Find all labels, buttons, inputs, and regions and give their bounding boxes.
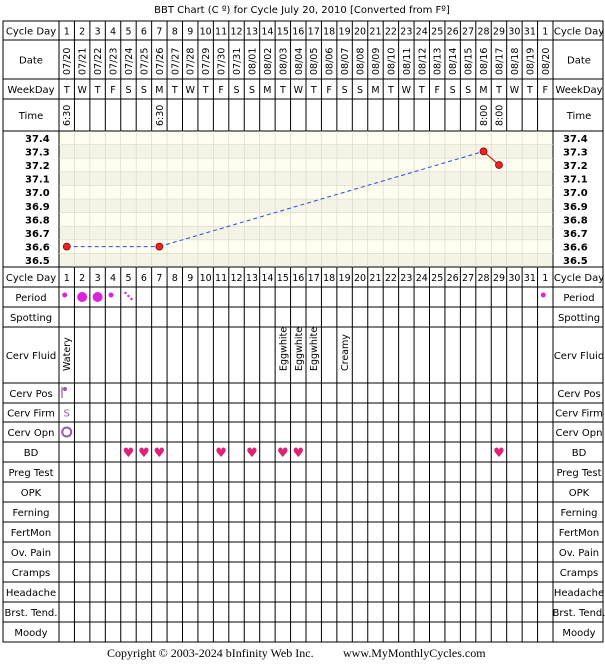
bbt-point xyxy=(480,148,487,155)
weekday-cell: T xyxy=(526,85,533,96)
date-cell: 07/29 xyxy=(201,47,213,75)
weekday-cell: F xyxy=(326,85,332,96)
cycle-day-top: 20 xyxy=(353,26,367,38)
cycle-day-top: 4 xyxy=(110,26,117,38)
cycle-day-top: 2 xyxy=(79,26,86,38)
temp-tick-right: 37.0 xyxy=(563,188,588,200)
date-cell: 08/01 xyxy=(247,47,259,75)
cycle-day-bottom: 19 xyxy=(338,273,351,284)
weekday-cell: M xyxy=(155,85,164,96)
cerv-fluid-cell: Eggwhite xyxy=(278,326,290,371)
weekday-cell: W xyxy=(293,85,303,96)
chart-title: BBT Chart (C º) for Cycle July 20, 2010 [Converted from Fº] xyxy=(154,5,450,16)
row-label-right-ov_pain: Ov. Pain xyxy=(558,548,600,559)
period-light xyxy=(62,293,67,298)
row-label-right-cycle_day: Cycle Day xyxy=(553,26,605,38)
cycle-day-bottom: 10 xyxy=(199,273,212,284)
cycle-day-bottom: 23 xyxy=(400,273,413,284)
row-label-right-cerv_firm: Cerv Firm xyxy=(555,408,603,420)
period-spotting-dot xyxy=(124,292,126,294)
date-cell: 08/06 xyxy=(324,47,336,75)
weekday-cell: W xyxy=(77,85,87,96)
weekday-cell: T xyxy=(63,85,70,96)
bbt-point xyxy=(63,243,70,250)
row-label-left-weekday: WeekDay xyxy=(7,85,55,96)
row-label-left-fertmon: FertMon xyxy=(10,528,52,539)
temp-tick-left: 36.6 xyxy=(25,242,50,254)
footer-copyright: Copyright © 2003-2024 bInfinity Web Inc. xyxy=(107,646,314,660)
row-label-right-date: Date xyxy=(567,55,591,67)
row-label-left-cycle_day: Cycle Day xyxy=(5,273,57,284)
row-label-left-moody: Moody xyxy=(14,628,48,639)
temp-tick-right: 37.3 xyxy=(563,147,588,159)
period-light xyxy=(541,293,546,298)
bd-heart-icon: ♥ xyxy=(153,446,166,461)
weekday-cell: S xyxy=(341,85,348,96)
cerv-fluid-cell: Creamy xyxy=(340,334,352,371)
footer-site: www.MyMonthlyCycles.com xyxy=(343,646,486,660)
weekday-cell: T xyxy=(279,85,286,96)
cycle-day-bottom: 11 xyxy=(215,273,228,284)
temp-tick-right: 36.9 xyxy=(563,201,588,213)
cycle-day-top: 5 xyxy=(125,26,132,38)
row-label-left-ferning: Ferning xyxy=(12,508,50,519)
cycle-day-top: 8 xyxy=(171,26,178,38)
cycle-day-top: 26 xyxy=(446,26,459,38)
cycle-day-top: 30 xyxy=(508,26,521,38)
date-cell: 07/22 xyxy=(93,47,105,75)
cycle-day-top: 24 xyxy=(415,26,428,38)
cycle-day-bottom: 30 xyxy=(508,273,521,284)
cycle-day-bottom: 31 xyxy=(523,273,536,284)
bd-heart-icon: ♥ xyxy=(246,446,258,461)
weekday-cell: S xyxy=(125,85,132,96)
cycle-day-bottom: 29 xyxy=(492,273,506,284)
time-cell: 8:00 xyxy=(494,104,506,126)
cycle-day-top: 29 xyxy=(492,26,506,38)
row-label-right-cerv_fluid: Cerv Fluid xyxy=(553,351,605,362)
bd-heart-icon: ♥ xyxy=(277,446,289,461)
cerv-fluid-cell: Watery xyxy=(62,337,74,371)
cycle-day-bottom: 2 xyxy=(79,273,86,284)
date-cell: 07/28 xyxy=(185,47,197,75)
row-label-left-period: Period xyxy=(15,293,47,304)
date-cell: 07/26 xyxy=(154,47,166,75)
row-label-left-spotting: Spotting xyxy=(9,313,53,324)
row-label-right-cerv_pos: Cerv Pos xyxy=(557,389,601,400)
date-cell: 08/09 xyxy=(370,47,382,75)
bd-heart-icon: ♥ xyxy=(493,446,505,461)
cycle-day-top: 11 xyxy=(215,26,228,38)
cycle-day-bottom: 21 xyxy=(369,273,382,284)
cycle-day-top: 1 xyxy=(63,26,70,38)
row-label-right-time: Time xyxy=(566,111,592,122)
row-label-right-opk: OPK xyxy=(568,488,590,499)
cycle-day-bottom: 7 xyxy=(156,273,163,284)
bd-heart-icon: ♥ xyxy=(215,446,227,461)
date-cell: 08/14 xyxy=(448,47,460,75)
cycle-day-bottom: 17 xyxy=(307,273,320,284)
cycle-day-bottom: 26 xyxy=(446,273,459,284)
cycle-day-bottom: 18 xyxy=(323,273,336,284)
cycle-day-bottom: 5 xyxy=(125,273,132,284)
date-cell: 08/04 xyxy=(293,47,305,75)
time-cell: 6:30 xyxy=(154,104,166,126)
cycle-day-bottom: 27 xyxy=(462,273,475,284)
cycle-day-top: 16 xyxy=(292,26,305,38)
row-label-right-spotting: Spotting xyxy=(557,313,601,324)
date-cell: 07/31 xyxy=(232,47,244,75)
weekday-cell: T xyxy=(202,85,209,96)
temp-tick-left: 37.4 xyxy=(25,133,50,145)
date-cell: 08/19 xyxy=(525,47,537,75)
bd-heart-icon: ♥ xyxy=(138,446,150,461)
weekday-cell: T xyxy=(418,85,425,96)
cycle-day-top: 25 xyxy=(431,26,444,38)
cycle-day-bottom: 6 xyxy=(140,273,147,284)
period-light xyxy=(109,293,114,298)
weekday-cell: F xyxy=(110,85,116,96)
cycle-day-top: 13 xyxy=(245,26,259,38)
row-label-left-preg_test: Preg Test xyxy=(8,468,54,479)
cycle-day-bottom: 25 xyxy=(431,273,444,284)
cycle-day-bottom: 1 xyxy=(542,273,549,284)
cerv-pos-dot xyxy=(63,387,67,391)
cycle-day-top: 9 xyxy=(187,26,194,38)
cycle-day-top: 19 xyxy=(338,26,351,38)
date-cell: 08/02 xyxy=(262,47,274,75)
weekday-cell: M xyxy=(263,85,272,96)
row-label-left-cerv_opn: Cerv Opn xyxy=(7,428,55,439)
temp-tick-right: 37.4 xyxy=(563,133,588,145)
temp-tick-left: 36.5 xyxy=(25,256,50,268)
weekday-cell: W xyxy=(401,85,412,96)
row-label-right-brst_tend: Brst. Tend. xyxy=(552,608,605,619)
cycle-day-top: 14 xyxy=(261,26,274,38)
temp-tick-right: 36.5 xyxy=(563,256,588,268)
time-cell: 6:30 xyxy=(62,104,74,126)
row-label-right-bd: BD xyxy=(571,448,587,459)
temp-tick-left: 37.3 xyxy=(25,147,50,159)
cerv-fluid-cell: Eggwhite xyxy=(293,326,305,371)
cycle-day-bottom: 24 xyxy=(415,273,428,284)
date-cell: 08/16 xyxy=(479,47,491,75)
cycle-day-top: 6 xyxy=(140,26,147,38)
row-label-right-moody: Moody xyxy=(562,628,596,639)
cycle-day-bottom: 12 xyxy=(230,273,243,284)
row-label-left-brst_tend: Brst. Tend. xyxy=(4,608,58,619)
date-cell: 08/20 xyxy=(540,47,552,75)
period-heavy xyxy=(77,292,87,302)
cycle-day-top: 23 xyxy=(400,26,413,38)
cycle-day-top: 27 xyxy=(462,26,475,38)
row-label-right-cramps: Cramps xyxy=(559,568,599,579)
temp-tick-right: 37.2 xyxy=(563,161,588,172)
weekday-cell: S xyxy=(233,85,240,96)
weekday-cell: F xyxy=(434,85,440,96)
row-label-right-fertmon: FertMon xyxy=(558,528,600,539)
temp-tick-left: 37.1 xyxy=(25,174,50,186)
row-label-right-ferning: Ferning xyxy=(560,508,598,519)
temp-tick-left: 36.7 xyxy=(25,229,50,240)
cycle-day-top: 3 xyxy=(94,26,101,38)
cycle-day-bottom: 22 xyxy=(384,273,397,284)
row-label-left-cerv_fluid: Cerv Fluid xyxy=(5,351,57,362)
weekday-cell: S xyxy=(449,85,456,96)
temp-tick-right: 36.7 xyxy=(563,229,588,240)
cycle-day-bottom: 13 xyxy=(245,273,259,284)
row-label-right-period: Period xyxy=(563,293,595,304)
cycle-day-bottom: 8 xyxy=(171,273,178,284)
row-label-left-opk: OPK xyxy=(20,488,42,499)
cycle-day-bottom: 4 xyxy=(110,273,117,284)
date-cell: 08/05 xyxy=(309,47,321,75)
weekday-cell: S xyxy=(140,85,147,96)
period-spotting-dot xyxy=(127,295,129,297)
cycle-day-bottom: 9 xyxy=(187,273,194,284)
weekday-cell: M xyxy=(371,85,380,96)
cycle-day-top: 1 xyxy=(542,26,549,38)
date-cell: 07/23 xyxy=(108,47,120,75)
row-label-left-cerv_firm: Cerv Firm xyxy=(7,408,55,420)
date-cell: 07/30 xyxy=(216,47,228,75)
period-spotting-dot xyxy=(130,298,132,300)
row-label-left-bd: BD xyxy=(23,448,39,459)
temp-tick-right: 37.1 xyxy=(563,174,588,186)
temp-tick-left: 37.0 xyxy=(25,188,50,200)
cycle-day-top: 10 xyxy=(199,26,212,38)
cycle-day-top: 12 xyxy=(230,26,243,38)
cycle-day-bottom: 16 xyxy=(292,273,305,284)
weekday-cell: T xyxy=(388,85,394,96)
weekday-cell: M xyxy=(479,85,488,96)
cycle-day-top: 17 xyxy=(307,26,320,38)
date-cell: 08/11 xyxy=(401,47,413,75)
cerv-fluid-cell: Eggwhite xyxy=(309,326,321,371)
row-label-right-cerv_opn: Cerv Opn xyxy=(555,428,603,439)
date-cell: 08/17 xyxy=(494,47,506,75)
cycle-day-bottom: 14 xyxy=(261,273,274,284)
temp-tick-left: 36.9 xyxy=(25,201,50,213)
row-label-left-headache: Headache xyxy=(5,588,57,599)
date-cell: 08/08 xyxy=(355,47,367,75)
weekday-cell: F xyxy=(218,85,224,96)
row-label-left-time: Time xyxy=(18,111,44,122)
date-cell: 07/27 xyxy=(170,47,182,75)
row-label-right-preg_test: Preg Test xyxy=(556,468,602,479)
row-label-right-headache: Headache xyxy=(553,588,605,599)
date-cell: 08/10 xyxy=(386,47,398,75)
weekday-cell: T xyxy=(310,85,317,96)
temp-tick-right: 36.8 xyxy=(563,215,588,227)
row-label-left-cramps: Cramps xyxy=(11,568,51,579)
cycle-day-bottom: 3 xyxy=(94,273,101,284)
cycle-day-bottom: 28 xyxy=(477,273,490,284)
date-cell: 08/15 xyxy=(463,47,475,75)
date-cell: 07/20 xyxy=(62,47,74,75)
weekday-cell: F xyxy=(542,85,549,96)
time-cell: 8:00 xyxy=(479,104,491,126)
weekday-cell: W xyxy=(509,85,520,96)
cycle-day-top: 22 xyxy=(384,26,397,38)
weekday-cell: S xyxy=(357,85,364,96)
weekday-cell: T xyxy=(171,85,178,96)
weekday-cell: T xyxy=(94,85,101,96)
row-label-left-cerv_pos: Cerv Pos xyxy=(9,389,53,400)
date-cell: 07/21 xyxy=(77,47,89,75)
row-label-left-ov_pain: Ov. Pain xyxy=(10,548,52,559)
weekday-cell: S xyxy=(248,85,255,96)
cycle-day-bottom: 15 xyxy=(276,273,289,284)
weekday-cell: S xyxy=(465,85,472,96)
bbt-point xyxy=(156,243,163,250)
date-cell: 08/03 xyxy=(278,47,290,75)
date-cell: 08/12 xyxy=(417,47,429,75)
temp-tick-left: 37.2 xyxy=(25,161,50,172)
cycle-day-top: 7 xyxy=(156,26,163,38)
date-cell: 08/13 xyxy=(432,47,444,75)
date-cell: 07/24 xyxy=(123,47,135,75)
cycle-day-bottom: 20 xyxy=(353,273,367,284)
cycle-day-top: 15 xyxy=(276,26,289,38)
bbt-point xyxy=(495,162,502,169)
weekday-cell: W xyxy=(185,85,195,96)
cycle-day-top: 28 xyxy=(477,26,490,38)
bd-heart-icon: ♥ xyxy=(292,446,305,461)
cycle-day-top: 21 xyxy=(369,26,382,38)
row-label-left-cycle_day: Cycle Day xyxy=(5,26,57,38)
cycle-day-bottom: 1 xyxy=(63,273,70,284)
cerv-firm-cell: S xyxy=(63,408,70,420)
period-heavy xyxy=(93,292,103,302)
temp-tick-left: 36.8 xyxy=(25,215,50,227)
weekday-cell: T xyxy=(496,85,502,96)
temp-tick-right: 36.6 xyxy=(563,242,588,254)
cycle-day-top: 18 xyxy=(323,26,336,38)
date-cell: 08/18 xyxy=(509,47,521,75)
row-label-right-cycle_day: Cycle Day xyxy=(553,273,605,284)
date-cell: 07/25 xyxy=(139,47,151,75)
cycle-day-top: 31 xyxy=(523,26,536,38)
row-label-right-weekday: WeekDay xyxy=(555,85,603,96)
bd-heart-icon: ♥ xyxy=(122,446,135,461)
row-label-left-date: Date xyxy=(19,55,43,67)
date-cell: 08/07 xyxy=(340,47,352,75)
